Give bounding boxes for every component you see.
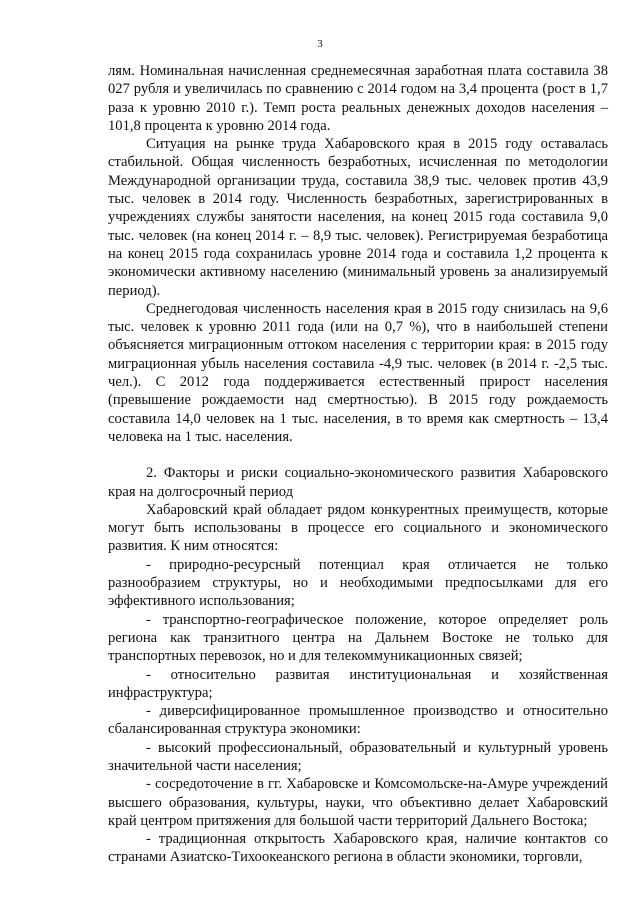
paragraph-advantages-intro: Хабаровский край обладает рядом конкурентных преимуществ, которые могут быть использованы в процессе его социального и экономического развития. К ним относятся: <box>108 501 608 555</box>
document-body <box>108 62 608 867</box>
paragraph-wages: лям. Номинальная начисленная среднемесячная заработная плата составила 38 027 рубля и увеличилась по сравнению с 2014 годом на 3,4 процента (рост в 1,7 раза к уровню 2010 г.). Темп роста реальных денежных доходов населения – 101,8 процента к уровню 2014 года. <box>108 63 608 134</box>
list-item-education-level: - высокий профессиональный, образовательный и культурный уровень значительной части населения; <box>108 739 608 774</box>
section-gap <box>108 446 608 464</box>
list-item-higher-education: - сосредоточение в гг. Хабаровске и Комсомольске-на-Амуре учреждений высшего образования, культуры, науки, что объективно делает Хабаровский край центром притяжения для большой части территорий Дальнего Востока; <box>108 776 608 829</box>
paragraph-labor-market: Ситуация на рынке труда Хабаровского края в 2015 году оставалась стабильной. Общая численность безработных, исчисленная по методологии Международной организации труда, составила 38,9 тыс. человек против 43,9 тыс. человек в 2014 году. Численность безработных, зарегистрированных в учреждениях службы занятости населения, на конец 2015 года составила 9,0 тыс. человек (на конец 2014 г. – 8,9 тыс. человек). Регистрируемая безработица на конец 2015 года сохранилась уровне 2014 года и составила 1,2 процента к экономически активному населению (минимальный уровень за анализируемый период). <box>108 136 608 299</box>
section-heading: 2. Факторы и риски социально-экономического развития Хабаровского края на долгосрочный период <box>108 465 608 500</box>
page-number: 3 <box>317 38 323 50</box>
paragraph-population: Среднегодовая численность населения края в 2015 году снизилась на 9,6 тыс. человек к уровню 2011 года (или на 0,7 %), что в наибольшей степени объясняется миграционным оттоком населения с территории края: в 2015 году миграционная убыль населения составила -4,9 тыс. человек (в 2014 г. -2,5 тыс. чел.). С 2012 года поддерживается естественный прирост населения (превышение рождаемости над смертностью). В 2015 году рождаемость составила 14,0 человек на 1 тыс. населения, в то время как смертность – 13,4 человека на 1 тыс. населения. <box>108 300 608 445</box>
list-item-natural-resources: - природно-ресурсный потенциал края отличается не только разнообразием структуры, но и необходимыми предпосылками для его эффективного использования; <box>108 556 608 610</box>
list-item-openness: - традиционная открытость Хабаровского края, наличие контактов со странами Азиатско-Тихоокеанского региона в области экономики, торговли, <box>108 831 608 866</box>
list-item-infrastructure: - относительно развитая институциональная и хозяйственная инфраструктура; <box>108 666 608 701</box>
list-item-transport-geography: - транспортно-географическое положение, которое определяет роль региона как транзитного центра на Дальнем Востоке не только для транспортных перевозок, но и для телекоммуникационных связей; <box>108 611 608 665</box>
list-item-industry: - диверсифицированное промышленное производство и относительно сбалансированная структура экономики: <box>108 703 608 738</box>
